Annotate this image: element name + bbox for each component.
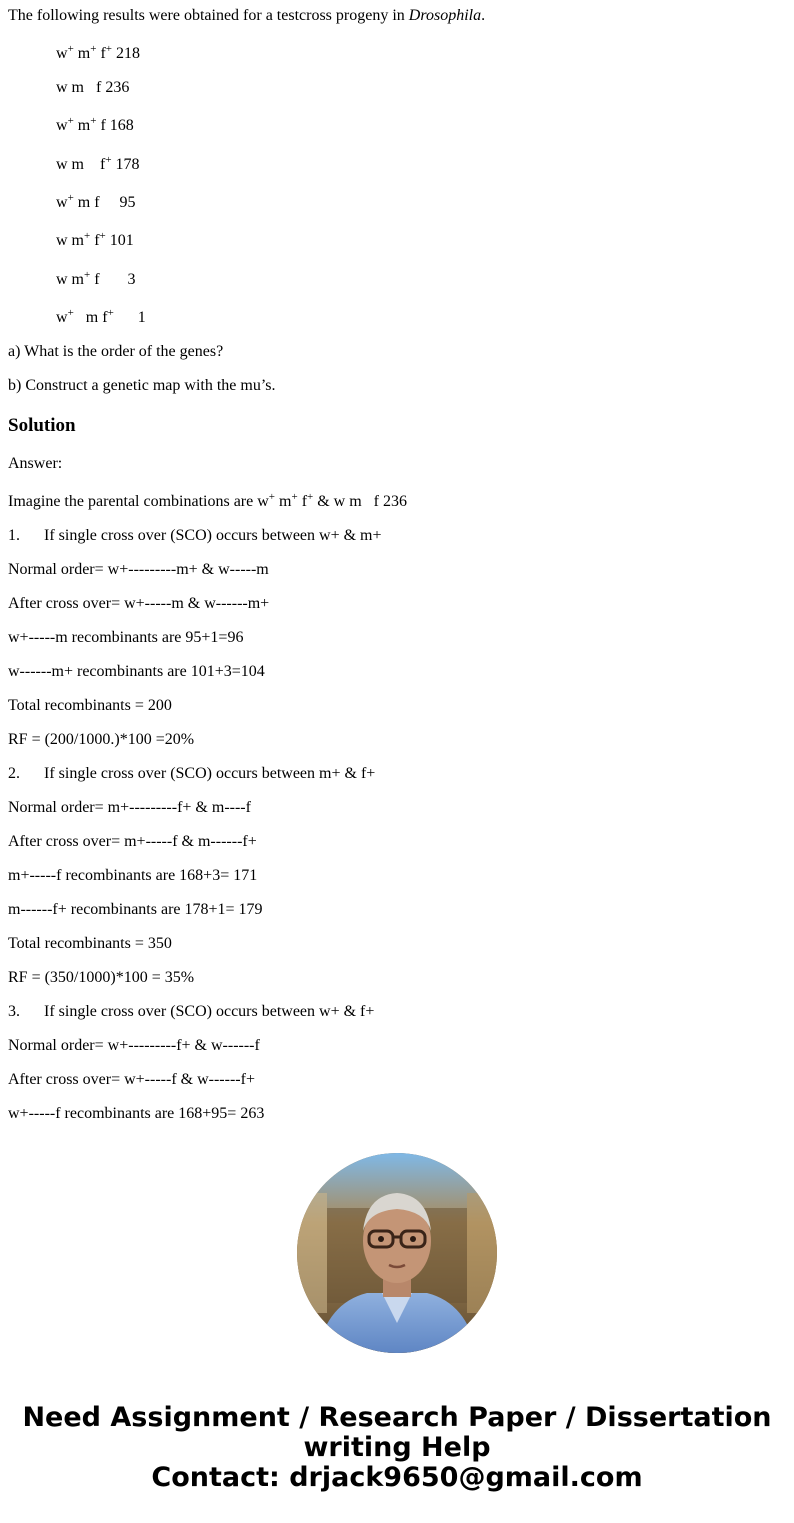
- question-a: a) What is the order of the genes?: [8, 343, 224, 360]
- progeny-row: w m+ f+ 101: [56, 230, 134, 249]
- cta-line: writing Help: [303, 1432, 491, 1463]
- contact-email: Contact: drjack9650@gmail.com: [151, 1462, 643, 1493]
- step-line: Normal order= w+---------f+ & w------f: [8, 1037, 260, 1054]
- progeny-row: w+ m+ f 168: [56, 115, 134, 134]
- step-line: Normal order= w+---------m+ & w-----m: [8, 561, 269, 578]
- step-line: m------f+ recombinants are 178+1= 179: [8, 901, 263, 918]
- step-line: w+-----f recombinants are 168+95= 263: [8, 1105, 265, 1122]
- step-line: After cross over= w+-----m & w------m+: [8, 595, 270, 612]
- step-heading: 1. If single cross over (SCO) occurs between w+ & m+: [8, 527, 382, 544]
- step-heading: 2. If single cross over (SCO) occurs between m+ & f+: [8, 765, 376, 782]
- author-avatar: [297, 1153, 497, 1353]
- progeny-row: w m f+ 178: [56, 154, 140, 173]
- contact-banner: [0, 1403, 794, 1493]
- step-line: m+-----f recombinants are 168+3= 171: [8, 867, 258, 884]
- cta-line: Need Assignment / Research Paper / Dissertation: [22, 1402, 772, 1433]
- progeny-row: w m+ f 3: [56, 269, 136, 288]
- question-b: b) Construct a genetic map with the mu’s.: [8, 377, 276, 394]
- progeny-row: w m f 236: [56, 79, 130, 96]
- step-line: After cross over= m+-----f & m------f+: [8, 833, 257, 850]
- step-line: After cross over= w+-----f & w------f+: [8, 1071, 255, 1088]
- step-line: Total recombinants = 200: [8, 697, 172, 714]
- intro-text: The following results were obtained for a testcross progeny in Drosophila.: [8, 7, 486, 24]
- step-line: RF = (350/1000)*100 = 35%: [8, 969, 195, 986]
- portrait-illustration: [297, 1153, 497, 1353]
- step-line: w------m+ recombinants are 101+3=104: [8, 663, 265, 680]
- solution-heading: Solution: [8, 415, 76, 436]
- progeny-row: w+ m f 95: [56, 192, 136, 211]
- answer-label: Answer:: [8, 455, 63, 472]
- step-line: Total recombinants = 350: [8, 935, 172, 952]
- species-name: Drosophila: [408, 7, 482, 24]
- parental-combinations: Imagine the parental combinations are w+ m+ f+ & w m f 236: [8, 491, 408, 510]
- progeny-row: w+ m+ f+ 218: [56, 43, 140, 62]
- step-line: RF = (200/1000.)*100 =20%: [8, 731, 195, 748]
- step-line: w+-----m recombinants are 95+1=96: [8, 629, 244, 646]
- progeny-row: w+ m f+ 1: [56, 307, 146, 326]
- step-line: Normal order= m+---------f+ & m----f: [8, 799, 251, 816]
- step-heading: 3. If single cross over (SCO) occurs between w+ & f+: [8, 1003, 375, 1020]
